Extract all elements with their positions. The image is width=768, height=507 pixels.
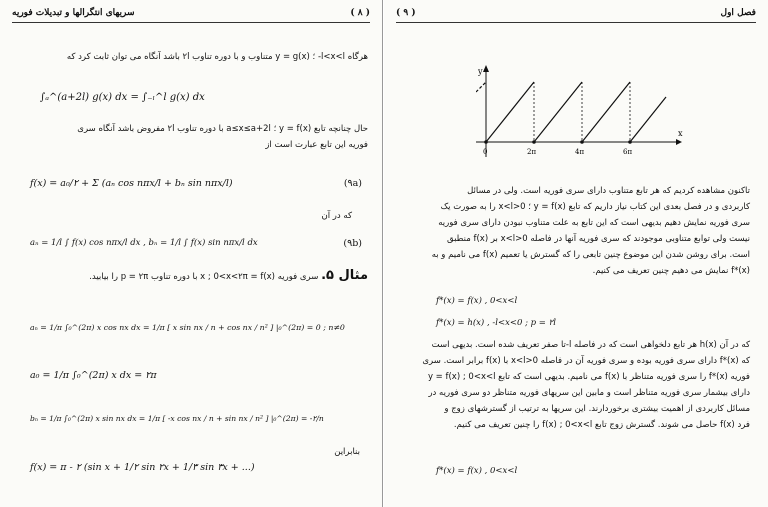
left-header xyxy=(12,6,370,23)
tick-2pi: 2π xyxy=(527,148,537,156)
saw-dot-0 xyxy=(484,140,488,144)
final-definition: f*(x) = f(x) , 0<x<l xyxy=(436,466,518,476)
definition-2: f*(x) = h(x) , -l<x<0 ; p = ۲l xyxy=(436,318,556,328)
y-axis-arrow xyxy=(483,65,489,72)
saw-ramp-1 xyxy=(486,82,534,142)
left-page-number: ( ۸ ) xyxy=(350,8,370,18)
a0-equation: a₀ = 1/π ∫₀^(2π) x dx = ۲π xyxy=(30,370,157,381)
para1-line-4: نیست ولی توابع متناوبی موجودند که سری فوریه آنها در فاصله 0<x<l بر f(x) منطبق xyxy=(447,234,750,244)
an-equation: aₙ = 1/π ∫₀^(2π) x cos nx dx = 1/π [ x sin nx / n + cos nx / n² ] |₀^(2π) = 0 ; n≠0 xyxy=(30,323,345,332)
series-equation-label: (۹a) xyxy=(343,178,362,189)
para1-line-1: تاکنون مشاهده کردیم که هر تابع متناوب دارای سری فوریه است. ولی در مسائل xyxy=(467,186,750,196)
tick-4pi: 4π xyxy=(575,148,585,156)
right-header xyxy=(396,6,756,23)
right-header-title: فصل اول xyxy=(720,8,756,18)
saw-dot-1 xyxy=(532,140,536,144)
example-title: مثال ۵. xyxy=(321,268,368,283)
y-axis-label: y xyxy=(478,67,483,76)
para2-line-6: فرد f(x) حاصل می شوند. گسترش زوج تابع f(x) ; 0<x<l را چنین تعریف می کنیم. xyxy=(453,420,750,430)
para2-line-2: که f*(x) دارای سری فوریه بوده و سری فوریه آن در فاصله 0<x<l با f(x) برابر است. سری xyxy=(422,356,750,366)
left-line-4: که در آن xyxy=(321,211,352,221)
tick-6pi: 6π xyxy=(623,148,633,156)
example-block xyxy=(89,270,368,283)
saw-ramp-3 xyxy=(582,82,630,142)
saw-dot-2 xyxy=(580,140,584,144)
series-equation: f(x) = a₀/۲ + Σ (aₙ cos nπx/l + bₙ sin nπx/l) xyxy=(30,178,233,189)
left-page xyxy=(0,0,383,507)
integral-identity: ∫ₐ^(a+2l) g(x) dx = ∫₋ₗ^l g(x) dx xyxy=(40,92,205,103)
para1-line-5: است. برای روشن شدن این موضوع چنین تابعی را که گسترش یا تعمیم f(x) می نامیم و به xyxy=(431,250,750,260)
definition-1: f*(x) = f(x) , 0<x<l xyxy=(436,296,518,306)
saw-ramp-0 xyxy=(476,82,486,92)
para2-line-1: که در آن h(x) هر تابع دلخواهی است که در فاصله l-تا صفر تعریف شده است. بدیهی است xyxy=(431,340,750,350)
para2-line-5: مسائل کاربردی از اهمیت بیشتری برخوردارند. این سریها به ترتیب از گسترشهای زوج و xyxy=(444,404,750,414)
left-line-1: هرگاه l<x<l- ؛ y = g(x) متناوب و با دوره تناوب ۲l باشد آنگاه می توان ثابت کرد که xyxy=(66,52,368,62)
saw-ramp-2 xyxy=(534,82,582,142)
example-text: سری فوریه x ; 0<x<۲π = f(x) با دوره تناوب p = ۲π را بیابید. xyxy=(89,272,319,282)
para1-line-6: f*(x) نمایش می دهیم چنین تعریف می کنیم. xyxy=(592,266,750,276)
x-axis-label: x xyxy=(678,129,683,138)
right-page xyxy=(384,0,768,507)
para2-line-4: دارای بیشمار سری فوریه متناظر است و مابین این سریهای فوریه متناظر دو سری فوریه در xyxy=(428,388,750,398)
tick-0: 0 xyxy=(483,148,488,156)
left-line-3: فوریه این تابع عبارت است از xyxy=(265,140,368,150)
coefficient-equations: aₙ = 1/l ∫ f(x) cos nπx/l dx , bₙ = 1/l ∫ f(x) sin nπx/l dx xyxy=(30,238,258,248)
bn-equation: bₙ = 1/π ∫₀^(2π) x sin nx dx = 1/π [ -x cos nx / n + sin nx / n² ] |₀^(2π) = -۲/n xyxy=(30,414,324,423)
final-equation: f(x) = π - ۲ (sin x + 1/۲ sin ۲x + 1/۳ sin ۳x + ...) xyxy=(30,462,255,473)
therefore-label: بنابراین xyxy=(334,447,360,457)
x-axis-arrow xyxy=(676,139,682,145)
left-header-title: سریهای انتگرالها و تبدیلات فوریه xyxy=(12,8,135,18)
sawtooth-graph xyxy=(476,62,686,162)
left-line-2: حال چنانچه تابع y = f(x) ؛ a≤x≤a+2l با دوره تناوب ۲l مفروض باشد آنگاه سری xyxy=(77,124,368,134)
coefficient-equations-label: (۹b) xyxy=(343,238,362,249)
para1-line-2: کاربردی و در فصل بعدی این کتاب نیاز داریم که تابع y = f(x) ؛ 0<x<l را به صورت یک xyxy=(440,202,750,212)
right-page-number: ( ۹ ) xyxy=(396,8,416,18)
para2-line-3: فوریه f*(x) را سری فوریه متناظر با f(x) می نامیم. بدیهی است که تابع y = f(x) ; 0<x<l xyxy=(427,372,750,382)
saw-ramp-4 xyxy=(630,97,666,142)
saw-dot-3 xyxy=(628,140,632,144)
para1-line-3: سری فوریه نمایش دهیم بدیهی است که این تابع به علت متناوب نبودن دارای سری فوریه xyxy=(438,218,750,228)
